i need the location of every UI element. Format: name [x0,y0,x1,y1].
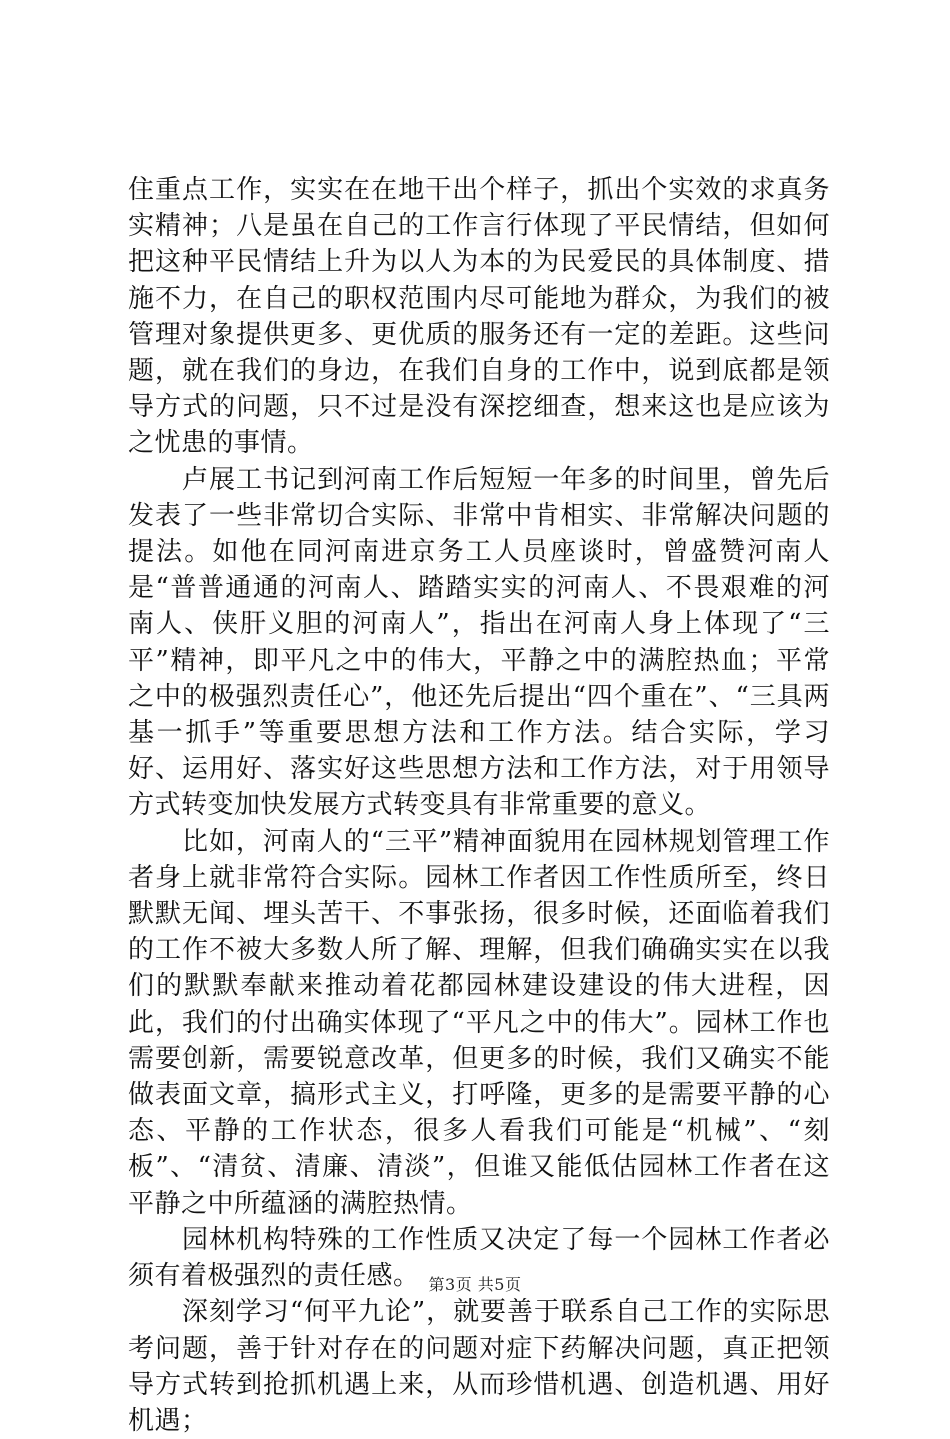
paragraph-1: 住重点工作，实实在在地干出个样子，抓出个实效的求真务实精神；八是虽在自己的工作言行体现了平民情结，但如何把这种平民情结上升为以人为本的为民爱民的具体制度、措施不力，在自己的职权范围内尽可能地为群众，为我们的被管理对象提供更多、更优质的服务还有一定的差距。这些问题，就在我们的身边，在我们自身的工作中，说到底都是领导方式的问题，只不过是没有深挖细查，想来这也是应该为之忧患的事情。 [128,175,830,459]
paragraph-4: 园林机构特殊的工作性质又决定了每一个园林工作者必须有着极强烈的责任感。 [128,1224,830,1292]
page-number-footer: 第3页 共5页 [428,1275,522,1294]
document-body [128,172,830,1439]
paragraph-3: 比如，河南人的“三平”精神面貌用在园林规划管理工作者身上就非常符合实际。园林工作者因工作性质所至，终日默默无闻、埋头苦干、不事张扬，很多时候，还面临着我们的工作不被大多数人所了解、理解，但我们确确实实在以我们的默默奉献来推动着花都园林建设建设的伟大进程，因此，我们的付出确实体现了“平凡之中的伟大”。园林工作也需要创新，需要锐意改革，但更多的时候，我们又确实不能做表面文章，搞形式主义，打呼隆，更多的是需要平静的心态、平静的工作状态，很多人看我们可能是“机械”、“刻板”、“清贫、清廉、清淡”，但谁又能低估园林工作者在这平静之中所蕴涵的满腔热情。 [128,826,830,1219]
paragraph-2: 卢展工书记到河南工作后短短一年多的时间里，曾先后发表了一些非常切合实际、非常中肯相实、非常解决问题的提法。如他在同河南进京务工人员座谈时，曾盛赞河南人是“普普通通的河南人、踏踏实实的河南人、不畏艰难的河南人、侠肝义胆的河南人”，指出在河南人身上体现了“三平”精神，即平凡之中的伟大，平静之中的满腔热血；平常之中的极强烈责任心”，他还先后提出“四个重在”、“三具两基一抓手”等重要思想方法和工作方法。结合实际，学习好、运用好、落实好这些思想方法和工作方法，对于用领导方式转变加快发展方式转变具有非常重要的意义。 [128,464,830,821]
paragraph-5: 深刻学习“何平九论”，就要善于联系自己工作的实际思考问题，善于针对存在的问题对症下药解决问题，真正把领导方式转到抢抓机遇上来，从而珍惜机遇、创造机遇、用好机遇； [128,1297,830,1436]
